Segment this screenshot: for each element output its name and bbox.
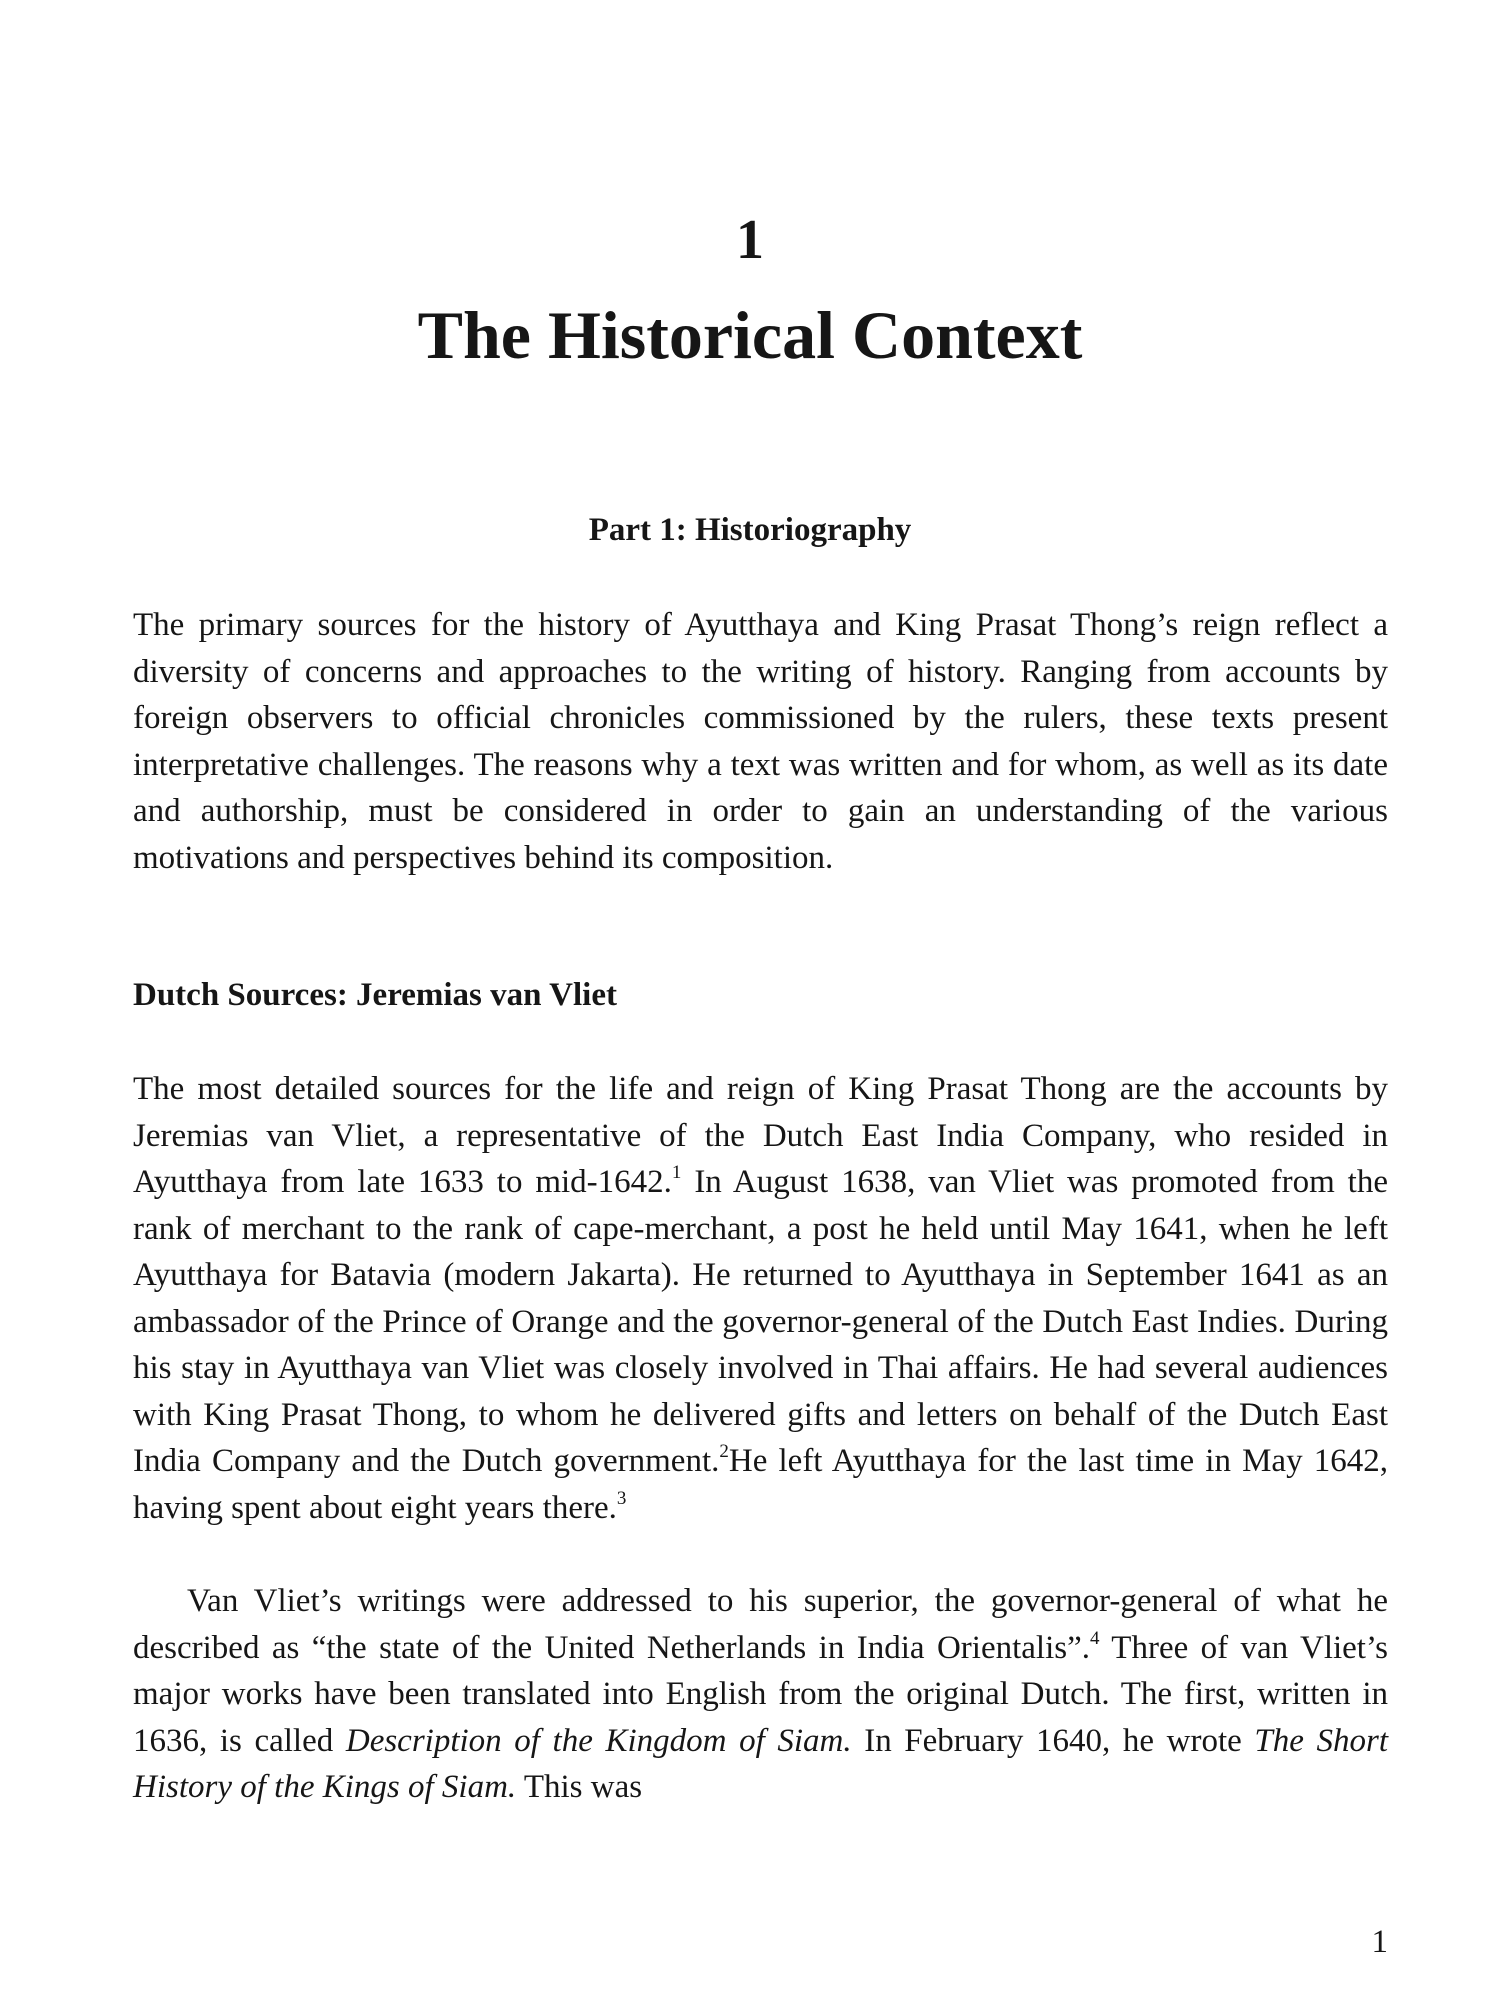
part-heading: Part 1: Historiography	[588, 512, 912, 548]
subheading-dutch-sources: Dutch Sources: Jeremias van Vliet	[133, 977, 617, 1013]
footnote-ref-2: 2	[719, 1441, 729, 1462]
paragraph-text: He left Ayutthaya for the last time in May 1642, having spent about eight years there.	[133, 1443, 1388, 1526]
paragraph-text: The most detailed sources for the life and reign of King Prasat Thong are the accounts by Jeremias van Vliet, a representative of the Dutch East India Company, who resided in Ayutthaya from late 1633 to mid-1642.	[133, 1071, 1388, 1200]
paragraph-text: In February 1640, he wrote	[851, 1722, 1255, 1759]
work-title-short-history: The Short History of the Kings of Siam.	[133, 1722, 1389, 1805]
paragraph-van-vliet	[133, 1066, 1388, 1531]
footnote-ref-3: 3	[616, 1487, 627, 1509]
footnote-ref-4: 4	[1089, 1627, 1100, 1649]
paragraph-text: Van Vliet’s writings were addressed to his superior, the governor-general of what he described as “the state of the United Netherlands in India Orientalis”.	[133, 1583, 1388, 1666]
paragraph-text: This was	[516, 1769, 643, 1805]
chapter-number: 1	[736, 209, 764, 271]
footnote-ref-1: 1	[671, 1162, 682, 1183]
paragraph-text: Three of van Vliet’s major works have been translated into English from the original Dutch. The first, written in 1636, is called	[133, 1629, 1388, 1759]
paragraph-historiography: The primary sources for the history of Ayutthaya and King Prasat Thong’s reign reflect a diversity of concerns and approaches to the writing of history. Ranging from accounts by foreign observers to official chronicles commissioned by the rulers, these texts present interpretative challenges. The reasons why a text was written and for whom, as well as its date and authorship, must be considered in order to gain an understanding of the various motivations and perspectives behind its composition.	[133, 607, 1388, 876]
chapter-title: The Historical Context	[417, 297, 1083, 373]
paragraph-van-vliet-writings	[133, 1578, 1388, 1811]
page-number: 1	[1371, 1924, 1388, 1960]
work-title-description: Description of the Kingdom of Siam.	[345, 1722, 852, 1759]
paragraph-text: In August 1638, van Vliet was promoted from the rank of merchant to the rank of cape-merchant, a post he held until May 1641, when he left Ayutthaya for Batavia (modern Jakarta). He returned to Ayutthaya in September 1641 as an ambassador of the Prince of Orange and the governor-general of the Dutch East Indies. During his stay in Ayutthaya van Vliet was closely involved in Thai affairs. He had several audiences with King Prasat Thong, to whom he delivered gifts and letters on behalf of the Dutch East India Company and the Dutch government.	[133, 1164, 1388, 1479]
